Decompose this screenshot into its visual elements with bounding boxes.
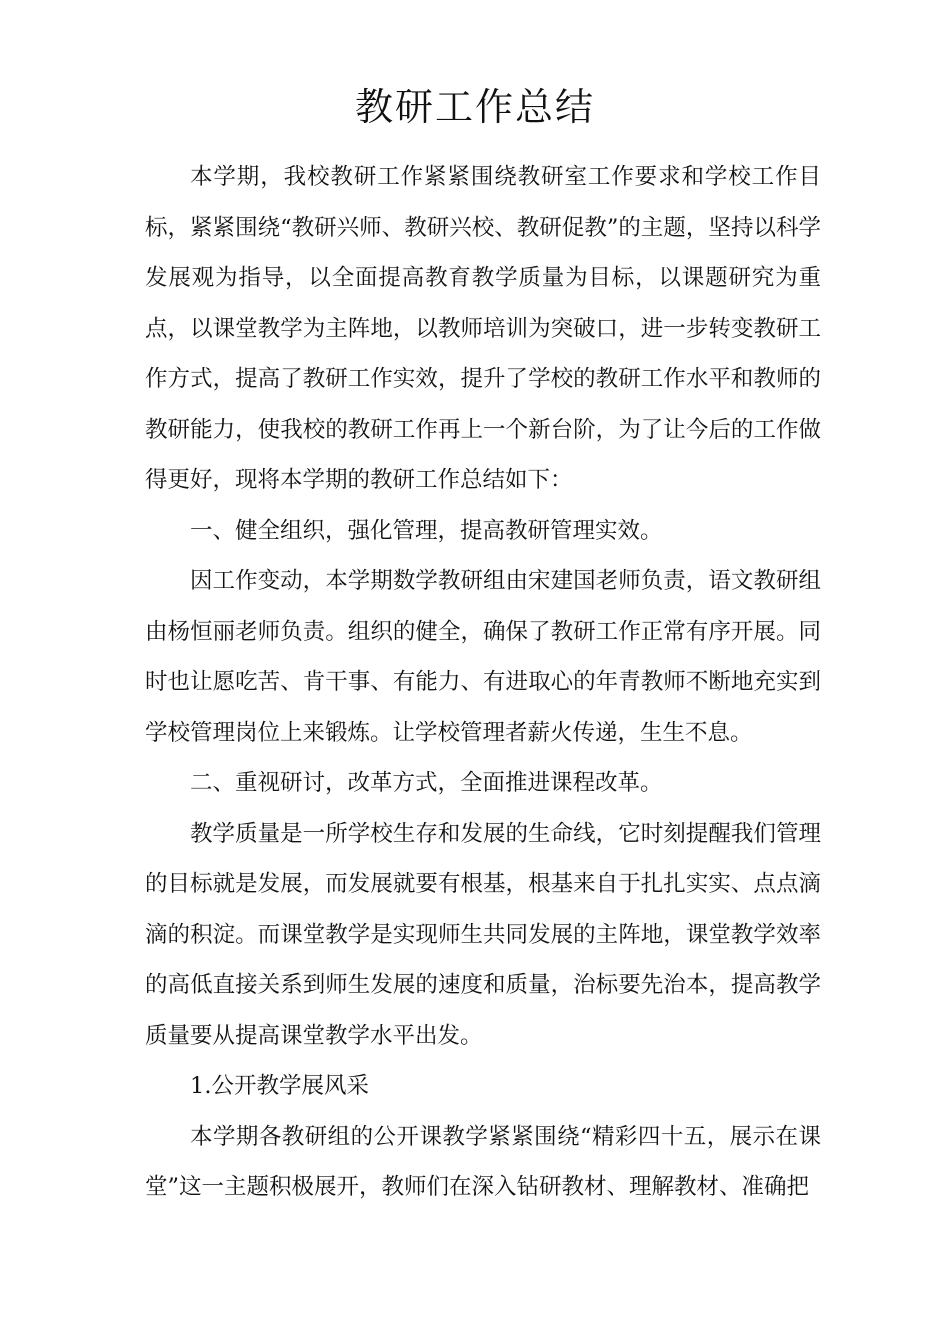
- document-title: 教研工作总结: [354, 85, 595, 129]
- paragraph-intro: 本学期，我校教研工作紧紧围绕教研室工作要求和学校工作目标，紧紧围绕“教研兴师、教研兴校、教研促教”的主题，坚持以科学发展观为指导，以全面提高教育教学质量为目标，以课题研究为重点，以课堂教学为主阵地，以教师培训为突破口，进一步转变教研工作方式，提高了教研工作实效，提升了学校的教研工作水平和教师的教研能力，使我校的教研工作再上一个新台阶，为了让今后的工作做得更好，现将本学期的教研工作总结如下：: [145, 164, 821, 493]
- subsection-heading-1: 1.公开教学展风采: [190, 1073, 369, 1099]
- paragraph-section-2: 教学质量是一所学校生存和发展的生命线，它时刻提醒我们管理的目标就是发展，而发展就要有根基，根基来自于扎扎实实、点点滴滴的积淀。而课堂教学是实现师生共同发展的主阵地，课堂教学效率的高低直接关系到师生发展的速度和质量，治标要先治本，提高教学质量要从提高课堂教学水平出发。: [145, 820, 821, 1049]
- document-body: [145, 152, 821, 1213]
- paragraph-subsection-1: 本学期各教研组的公开课教学紧紧围绕“精彩四十五，展示在课堂”这一主题积极展开，教师们在深入钻研教材、理解教材、准确把: [145, 1123, 821, 1200]
- section-heading-2: 二、重视研讨，改革方式，全面推进课程改革。: [190, 770, 663, 796]
- paragraph-section-1: 因工作变动，本学期数学教研组由宋建国老师负责，语文教研组由杨恒丽老师负责。组织的健全，确保了教研工作正常有序开展。同时也让愿吃苦、肯干事、有能力、有进取心的年青教师不断地充实到学校管理岗位上来锻炼。让学校管理者薪火传递，生生不息。: [145, 568, 821, 746]
- section-heading-1: 一、健全组织，强化管理，提高教研管理实效。: [190, 517, 663, 544]
